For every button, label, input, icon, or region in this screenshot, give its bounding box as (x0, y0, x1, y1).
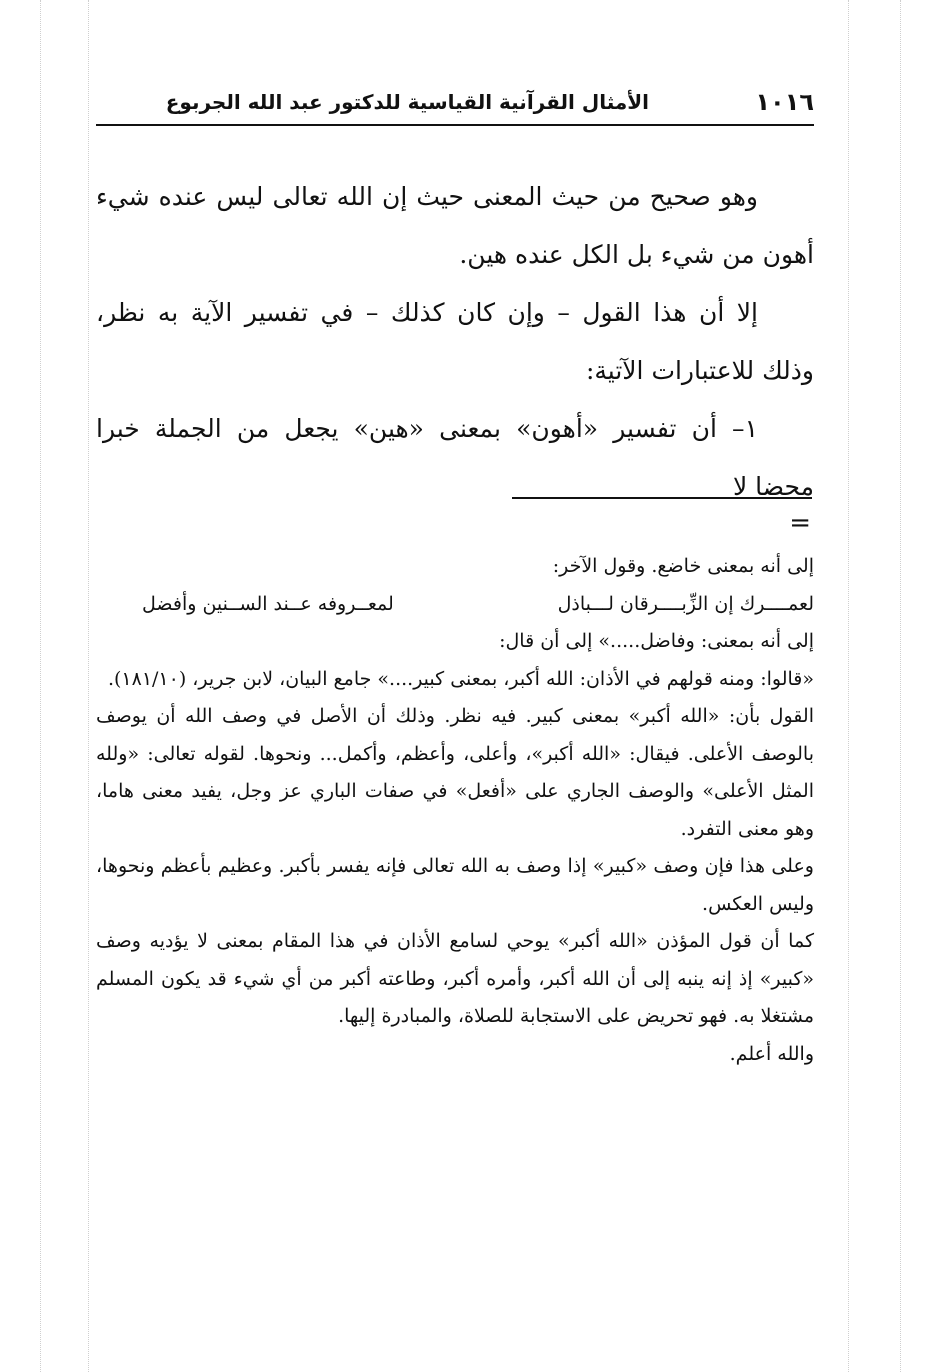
footnote-line: والله أعلم. (729, 1042, 814, 1065)
page-header (96, 88, 814, 122)
poetry-verse (96, 586, 814, 624)
scan-line (900, 0, 901, 1372)
main-body (96, 168, 814, 516)
footnote-line: «قالوا: ومنه قولهم في الأذان: الله أكبر، بمعنى كبير....» جامع البيان، لابن جرير، (١٨١/١٠). (107, 667, 814, 690)
scan-line (40, 0, 41, 1372)
footnote-separator (512, 497, 812, 499)
footnote-section (96, 548, 814, 1073)
body-paragraph: وهو صحيح من حيث المعنى حيث إن الله تعالى ليس عنده شيء أهون من شيء بل الكل عنده هين. (96, 182, 814, 269)
body-paragraph: ١– أن تفسير «أهون» بمعنى «هين» يجعل من الجملة خبرا محضا لا (96, 414, 814, 501)
footnote-continuation-mark: = (789, 508, 811, 538)
verse-first-hemistich: لعمــــرك إن الزِّبــــرقان لـــباذل (557, 592, 814, 615)
footnote-line: إلى أنه بمعنى: وفاضل.....» إلى أن قال: (499, 630, 814, 652)
header-rule (96, 124, 814, 126)
body-paragraph: إلا أن هذا القول – وإن كان كذلك – في تفسير الآية به نظر، وذلك للاعتبارات الآتية: (96, 298, 814, 385)
footnote-line: القول بأن: «الله أكبر» بمعنى كبير. فيه نظر. وذلك أن الأصل في وصف الله أن يوصف بالوصف الأعلى. فيقال: «الله أكبر»، وأعلى، وأعظم، وأكمل... ونحوها. لقوله تعالى: «ولله المثل الأعلى» والوصف الجاري على «أفعل» في صفات الباري عز وجل، يفيد معنى هاما، وهو معنى التفرد. (96, 705, 814, 840)
scan-line (88, 0, 89, 1372)
footnote-line: كما أن قول المؤذن «الله أكبر» يوحي لسامع الأذان في هذا المقام بمعنى لا يؤديه وصف «كبير» إذ إنه ينبه إلى أن الله أكبر، وأمره أكبر، وطاعته أكبر من أي شيء قد يكون المسلم مشتغلا به. فهو تحريض على الاستجابة للصلاة، والمبادرة إليها. (96, 930, 814, 1027)
verse-second-hemistich: لمعــروفه عــند الســنين وأفضل (142, 592, 394, 615)
scan-line (848, 0, 849, 1372)
running-title: الأمثال القرآنية القياسية للدكتور عبد الله الجربوع (165, 90, 649, 114)
footnote-line: وعلى هذا فإن وصف «كبير» إذا وصف به الله تعالى فإنه يفسر بأكبر. وعظيم بأعظم ونحوها، وليس العكس. (96, 855, 814, 915)
footnote-line: إلى أنه بمعنى خاضع. وقول الآخر: (552, 555, 814, 577)
page-number: ١٠١٦ (755, 88, 814, 116)
